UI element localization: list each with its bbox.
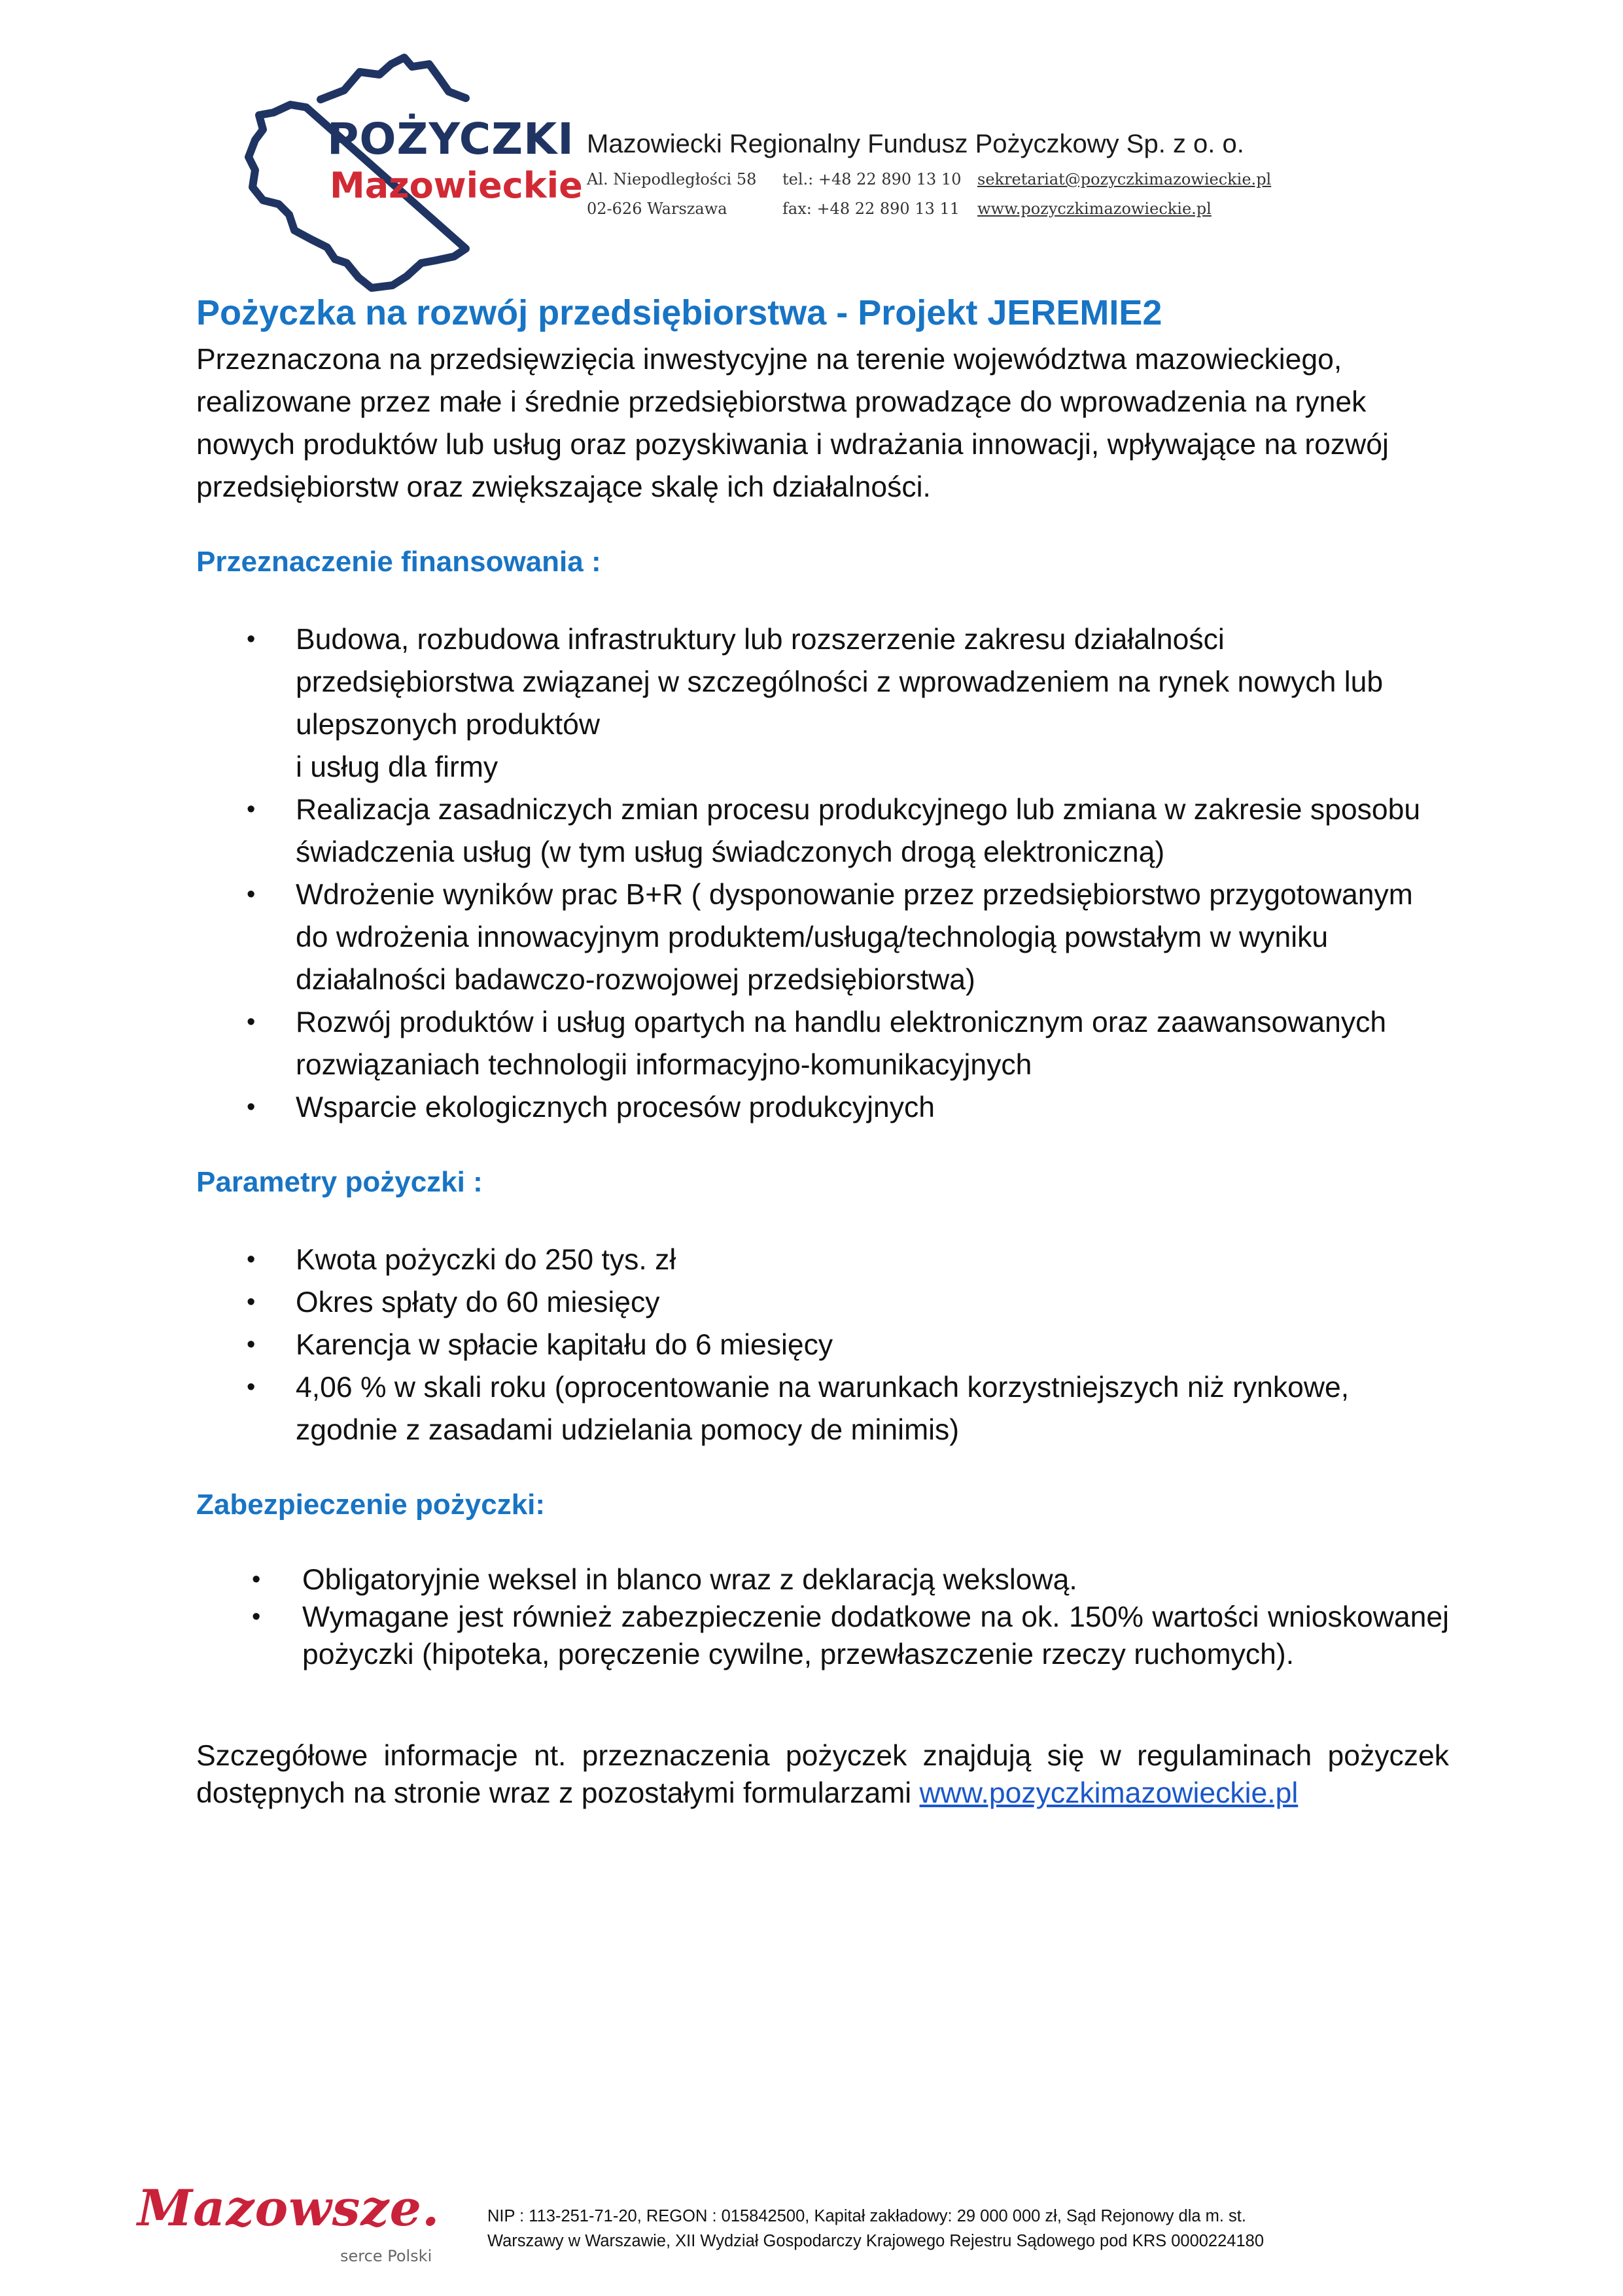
list-item: • Budowa, rozbudowa infrastruktury lub rozszerzenie zakresu działalności przedsiębiorstwa związanej w szczególności z wprowadzeniem na rynek nowych lub ulepszonych produktów i usług dla firmy bbox=[196, 618, 1449, 788]
logo-subtitle: Mazowieckie bbox=[330, 165, 583, 206]
bullet-icon: • bbox=[247, 880, 256, 908]
footer-line-1: NIP : 113-251-71-20, REGON : 015842500, Kapitał zakładowy: 29 000 000 zł, Sąd Rejonowy dla m. st. bbox=[487, 2207, 1246, 2225]
organization-name: Mazowiecki Regionalny Fundusz Pożyczkowy Sp. z o. o. bbox=[587, 130, 1244, 158]
bullet-icon: • bbox=[247, 1288, 256, 1316]
address-city: 02-626 Warszawa bbox=[587, 200, 727, 218]
address-street: Al. Niepodległości 58 bbox=[587, 170, 757, 188]
list-item: • Obligatoryjnie weksel in blanco wraz z deklaracją wekslową. bbox=[196, 1561, 1449, 1598]
fax-number: fax: +48 22 890 13 11 bbox=[782, 200, 960, 218]
list-item: • Wdrożenie wyników prac B+R ( dysponowanie przez przedsiębiorstwo przygotowanym do wdrożenia innowacyjnym produktem/usługą/technologią powstałym w wyniku działalności badawczo-rozwojowej przedsiębiorstwa) bbox=[196, 874, 1449, 1001]
list-item-continuation: i usług dla firmy bbox=[296, 751, 498, 783]
bullet-icon: • bbox=[247, 625, 256, 653]
document-body bbox=[196, 291, 1449, 1812]
list-item: • Wymagane jest również zabezpieczenie dodatkowe na ok. 150% wartości wnioskowanej pożyczki (hipoteka, poręczenie cywilne, przewłaszczenie rzeczy ruchomych). bbox=[196, 1598, 1449, 1673]
closing-paragraph bbox=[196, 1737, 1449, 1812]
bullet-icon: • bbox=[247, 1008, 256, 1036]
financing-list bbox=[196, 618, 1449, 1129]
bullet-icon: • bbox=[247, 1093, 256, 1121]
section-heading-collateral: Zabezpieczenie pożyczki: bbox=[196, 1488, 546, 1521]
section-heading-parameters: Parametry pożyczki : bbox=[196, 1165, 483, 1198]
list-item: • Wsparcie ekologicznych procesów produkcyjnych bbox=[196, 1086, 1449, 1129]
list-item: • Realizacja zasadniczych zmian procesu produkcyjnego lub zmiana w zakresie sposobu świadczenia usług (w tym usług świadczonych drogą elektroniczną) bbox=[196, 788, 1449, 874]
list-item: • Rozwój produktów i usług opartych na handlu elektronicznym oraz zaawansowanych rozwiązaniach technologii informacyjno-komunikacyjnych bbox=[196, 1001, 1449, 1086]
parameters-list bbox=[196, 1239, 1449, 1451]
list-item: • Karencja w spłacie kapitału do 6 miesięcy bbox=[196, 1324, 1449, 1366]
footer-line-2: Warszawy w Warszawie, XII Wydział Gospodarczy Krajowego Rejestru Sądowego pod KRS 0000224180 bbox=[487, 2232, 1265, 2250]
list-item: • Okres spłaty do 60 miesięcy bbox=[196, 1281, 1449, 1324]
logo-title: POŻYCZKI bbox=[327, 114, 574, 164]
bullet-icon: • bbox=[247, 1373, 256, 1401]
collateral-list bbox=[196, 1561, 1449, 1673]
company-registration-info bbox=[487, 2204, 1264, 2253]
mazowsze-logo bbox=[137, 2179, 458, 2270]
closing-text: Szczegółowe informacje nt. przeznaczenia pożyczek znajdują się w regulaminach pożyczek dostępnych na stronie wraz z pozostałymi formularzami bbox=[196, 1739, 1449, 1809]
mazowsze-tagline: serce Polski bbox=[340, 2247, 432, 2265]
website-link[interactable]: www.pozyczkimazowieckie.pl bbox=[977, 200, 1212, 218]
document-title: Pożyczka na rozwój przedsiębiorstwa - Projekt JEREMIE2 bbox=[196, 293, 1162, 332]
section-heading-financing: Przeznaczenie finansowania : bbox=[196, 545, 601, 578]
bullet-icon: • bbox=[252, 1602, 261, 1631]
bullet-icon: • bbox=[247, 1245, 256, 1273]
bullet-icon: • bbox=[247, 1330, 256, 1358]
phone-number: tel.: +48 22 890 13 10 bbox=[782, 170, 962, 188]
list-item: • 4,06 % w skali roku (oprocentowanie na warunkach korzystniejszych niż rynkowe, zgodnie z zasadami udzielania pomocy de minimis) bbox=[196, 1366, 1449, 1451]
company-logo bbox=[243, 52, 583, 301]
website-link-bottom[interactable]: www.pozyczkimazowieckie.pl bbox=[919, 1776, 1299, 1809]
bullet-icon: • bbox=[247, 795, 256, 823]
list-item: • Kwota pożyczki do 250 tys. zł bbox=[196, 1239, 1449, 1281]
intro-paragraph: Przeznaczona na przedsięwzięcia inwestycyjne na terenie województwa mazowieckiego, realizowane przez małe i średnie przedsiębiorstwa prowadzące do wprowadzenia na rynek nowych produktów lub usług oraz pozyskiwania i wdrażania innowacji, wpływające na rozwój przedsiębiorstw oraz zwiększające skalę ich działalności. bbox=[196, 343, 1389, 503]
bullet-icon: • bbox=[252, 1565, 261, 1593]
mazowsze-wordmark: Mazowsze. bbox=[137, 2179, 440, 2237]
email-link[interactable]: sekretariat@pozyczkimazowieckie.pl bbox=[977, 170, 1272, 188]
